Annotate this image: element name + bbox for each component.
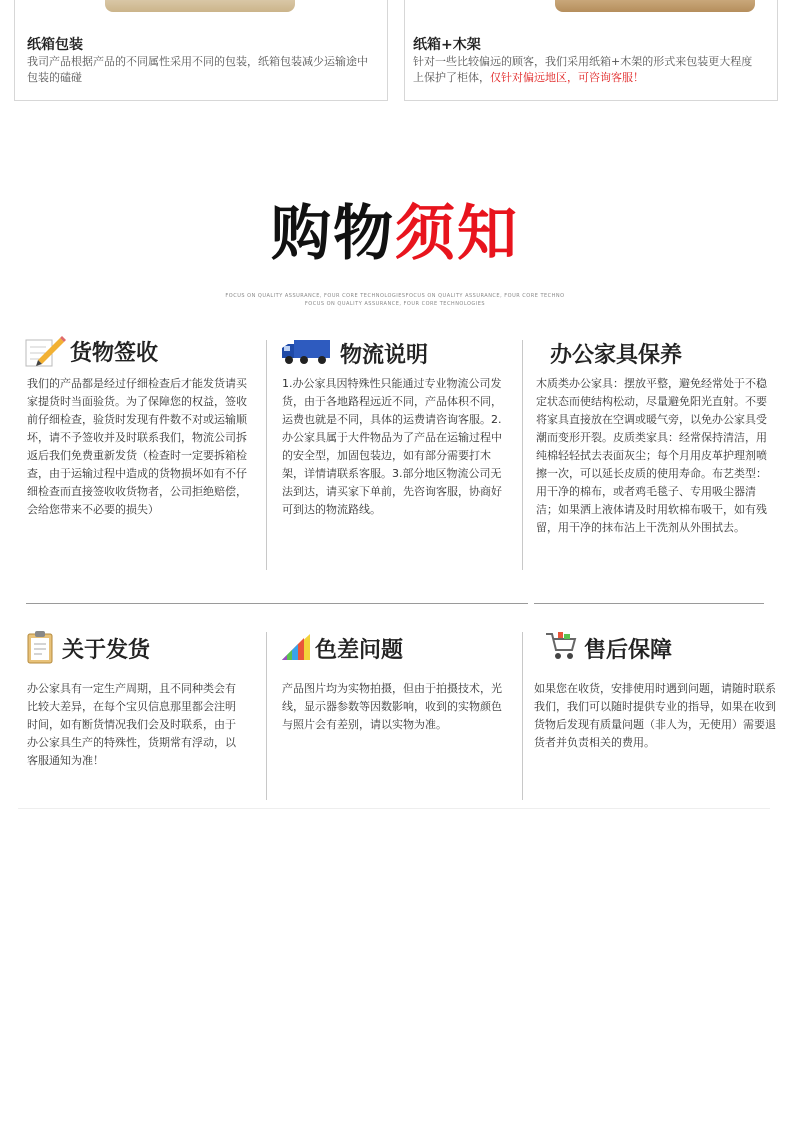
- packaging-desc: [413, 54, 763, 86]
- section-bottom-rule: [18, 808, 770, 809]
- heading-tagline: FOCUS ON QUALITY ASSURANCE, FOUR CORE TECHNOLOGIES: [304, 301, 486, 307]
- column-divider: [522, 340, 523, 570]
- section-text-shipping: 办公家具有一定生产周期，且不同种类会有比较大差异，在每个宝贝信息那里都会注明时间，如有断货情况我们会及时联系，由于办公家具生产的特殊性，货期常有浮动，以客服通知为准！: [27, 682, 236, 767]
- page-title: [0, 200, 790, 268]
- section-text-sign: 我们的产品都是经过仔细检查后才能发货请买家提货时当面验货。为了保障您的权益，签收前仔细检查，验货时发现有件数不对或运输顺坏，请不予签收并及时联系我们，物流公司拆返后我们免费重新发货（检查时一定要拆箱检查，由于运输过程中造成的货物损坏如有不仔细检查而直接签收收货物者，公司拒绝赔偿，会给您带来不必要的损失）: [27, 377, 247, 516]
- section-text-logistics: 1.办公家具因特殊性只能通过专业物流公司发货，由于各地路程远近不同，产品体积不同，运费也就是不同，具体的运费请咨询客服。2.办公家具属于大件物品为了产品在运输过程中的安全型，加固包装边，如有部分需要打木架，详情请联系客服。3.部分地区物流公司无法到达，请买家下单前，先咨询客服，协商好可到达的物流路线。: [282, 377, 502, 516]
- packaging-desc: 我司产品根据产品的不同属性采用不同的包装，纸箱包装减少运输途中包装的磕碰: [27, 55, 368, 84]
- column-divider: [522, 632, 523, 800]
- packaging-card-carton: [14, 0, 388, 101]
- packaging-title: 纸箱包装: [27, 37, 83, 53]
- shopping-notice-heading: [0, 200, 790, 268]
- section-title-logistics: 物流说明: [340, 343, 429, 368]
- packaging-remote-note: 仅针对偏远地区，可咨询客服！: [490, 71, 644, 84]
- shopping-cart-icon: [544, 630, 578, 666]
- section-title-shipping: 关于发货: [62, 638, 151, 663]
- section-title-care: 办公家具保养: [550, 343, 683, 368]
- section-title-aftersale: 售后保障: [584, 638, 673, 663]
- delivery-truck-icon: [280, 338, 332, 370]
- pencil-note-icon: [24, 334, 66, 372]
- heading-tagline: FOCUS ON QUALITY ASSURANCE, FOUR CORE TECHNOLOGIESFOCUS ON QUALITY ASSURANCE, FOUR CORE TECHNO: [225, 293, 565, 299]
- row-divider: [26, 603, 528, 604]
- carton-image: [105, 0, 295, 12]
- packaging-card-crate: [404, 0, 778, 101]
- column-divider: [266, 632, 267, 800]
- row-divider: [534, 603, 764, 604]
- section-text-color: 产品图片均为实物拍摄，但由于拍摄技术，光线，显示器参数等因数影响，收到的实物颜色与照片会有差别，请以实物为准。: [282, 682, 502, 731]
- crate-image: [555, 0, 755, 12]
- page-title-red: 须知: [395, 199, 519, 269]
- clipboard-icon: [26, 630, 54, 668]
- color-palette-icon: [280, 632, 312, 666]
- column-divider: [266, 340, 267, 570]
- page-title-black: 购物: [271, 199, 395, 269]
- section-text-aftersale: 如果您在收货，安排使用时遇到问题，请随时联系我们，我们可以随时提供专业的指导，如果在收到货物后发现有质量问题（非人为，无使用）需要退货者并负责相关的费用。: [534, 682, 776, 749]
- packaging-title: 纸箱+木架: [413, 37, 481, 53]
- section-title-sign: 货物签收: [70, 341, 159, 366]
- section-text-care: 木质类办公家具：摆放平整，避免经常处于不稳定状态而使结构松动，尽量避免阳光直射。不要将家具直接放在空调或暖气旁，以免办公家具受潮而变形开裂。皮质类家具：经常保持清洁，用纯棉轻轻拭去表面灰尘；每个月用皮革护理剂喷擦一次，可以延长皮质的使用寿命。布艺类型：用干净的棉布，或者鸡毛毯子、专用吸尘器清洁；如果洒上液体请及时用软棉布吸干，如有残留，用干净的抹布沾上干洗剂从外围拭去。: [536, 377, 767, 534]
- packaging-desc-text: 针对一些比较偏远的顾客，我们采用纸箱+木架的形式来包装更大程度上保护了柜体，: [413, 55, 753, 84]
- section-title-color: 色差问题: [315, 638, 404, 663]
